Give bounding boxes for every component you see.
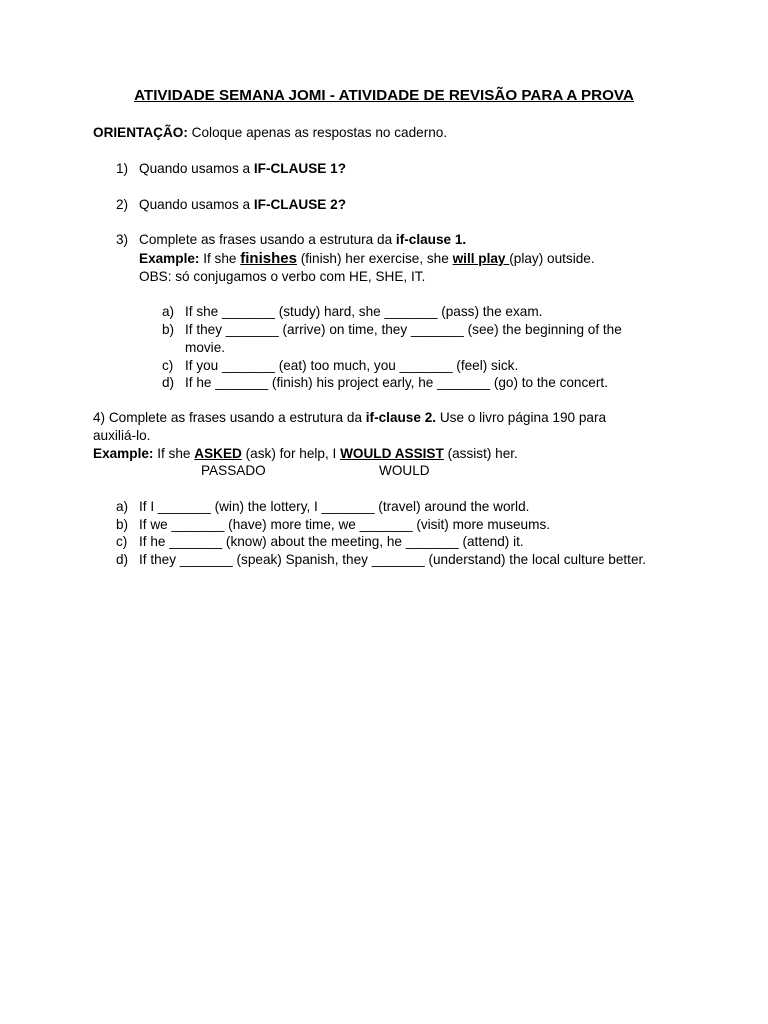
q3-bold: if-clause 1. — [395, 232, 467, 247]
q4-item-c: If he _______ (know) about the meeting, he _______ (attend) it. — [139, 534, 524, 549]
q4-item-b: If we _______ (have) more time, we _______ (visit) more museums. — [139, 517, 551, 532]
q3-obs: OBS: só conjugamos o verbo com HE, SHE, IT. — [139, 269, 426, 284]
q3-prompt: Complete as frases usando a estrutura da — [139, 232, 396, 247]
q1-prompt: Quando usamos a — [139, 161, 254, 176]
q4-example-label: Example: — [93, 446, 154, 461]
q2-prompt: Quando usamos a — [139, 197, 254, 212]
q3-item-a: If she _______ (study) hard, she _______ (pass) the exam. — [185, 304, 543, 319]
q1-text — [139, 160, 346, 178]
q4-prompt: 4) Complete as frases usando a estrutura da — [93, 410, 366, 425]
page-title: ATIVIDADE SEMANA JOMI - ATIVIDADE DE REVISÃO PARA A PROVA — [134, 87, 634, 104]
q4-example-verb2: WOULD ASSIST — [340, 446, 444, 461]
q2-text — [139, 196, 346, 214]
q3-item-c: If you _______ (eat) too much, you _______ (feel) sick. — [185, 358, 519, 373]
q4-example-part1: If she — [153, 446, 195, 461]
q4-text-cont: auxiliá-lo. — [93, 428, 151, 443]
q4-example-part2: (ask) for help, I — [241, 446, 341, 461]
q3-example-verb1: finishes — [240, 250, 297, 267]
q4-note-passado: PASSADO — [201, 463, 266, 478]
q4-item-a-letter: a) — [116, 499, 129, 514]
q4-item-d-letter: d) — [116, 552, 129, 567]
q3-item-a-letter: a) — [162, 304, 175, 319]
q4-prompt-2: Use o livro página 190 para — [436, 410, 607, 425]
q4-item-a: If I _______ (win) the lottery, I _______ (travel) around the world. — [139, 499, 530, 514]
q3-item-d-letter: d) — [162, 375, 175, 390]
q3-item-b-letter: b) — [162, 322, 175, 337]
q2-bold: IF-CLAUSE 2? — [253, 197, 347, 212]
q3-example-part2: (finish) her exercise, she — [296, 251, 453, 266]
q4-example-part3: (assist) her. — [443, 446, 518, 461]
q3-item-c-letter: c) — [162, 358, 174, 373]
q3-item-b-cont: movie. — [185, 340, 226, 355]
q4-item-b-letter: b) — [116, 517, 129, 532]
q3-example — [139, 250, 595, 268]
q3-example-part1: If she — [199, 251, 241, 266]
q3-item-b: If they _______ (arrive) on time, they _______ (see) the beginning of the — [185, 322, 622, 337]
q4-item-c-letter: c) — [116, 534, 128, 549]
q4-example-verb1: ASKED — [194, 446, 242, 461]
q3-number: 3) — [116, 232, 129, 247]
q4-bold: if-clause 2. — [365, 410, 437, 425]
q3-example-label: Example: — [139, 251, 200, 266]
q4-example — [93, 445, 518, 463]
orientation-label: ORIENTAÇÃO: — [93, 125, 188, 140]
q4-item-d: If they _______ (speak) Spanish, they _______ (understand) the local culture better. — [139, 552, 647, 567]
q3-example-verb2: will play — [452, 251, 510, 266]
q2-number: 2) — [116, 197, 129, 212]
q4-note-would: WOULD — [379, 463, 430, 478]
q1-number: 1) — [116, 161, 129, 176]
q3-item-d: If he _______ (finish) his project early, he _______ (go) to the concert. — [185, 375, 608, 390]
q1-bold: IF-CLAUSE 1? — [253, 161, 347, 176]
orientation-text: Coloque apenas as respostas no caderno. — [187, 125, 448, 140]
q3-example-part3: (play) outside. — [509, 251, 595, 266]
orientation-line — [93, 124, 447, 142]
q3-text — [139, 231, 466, 249]
q4-text — [93, 409, 606, 427]
